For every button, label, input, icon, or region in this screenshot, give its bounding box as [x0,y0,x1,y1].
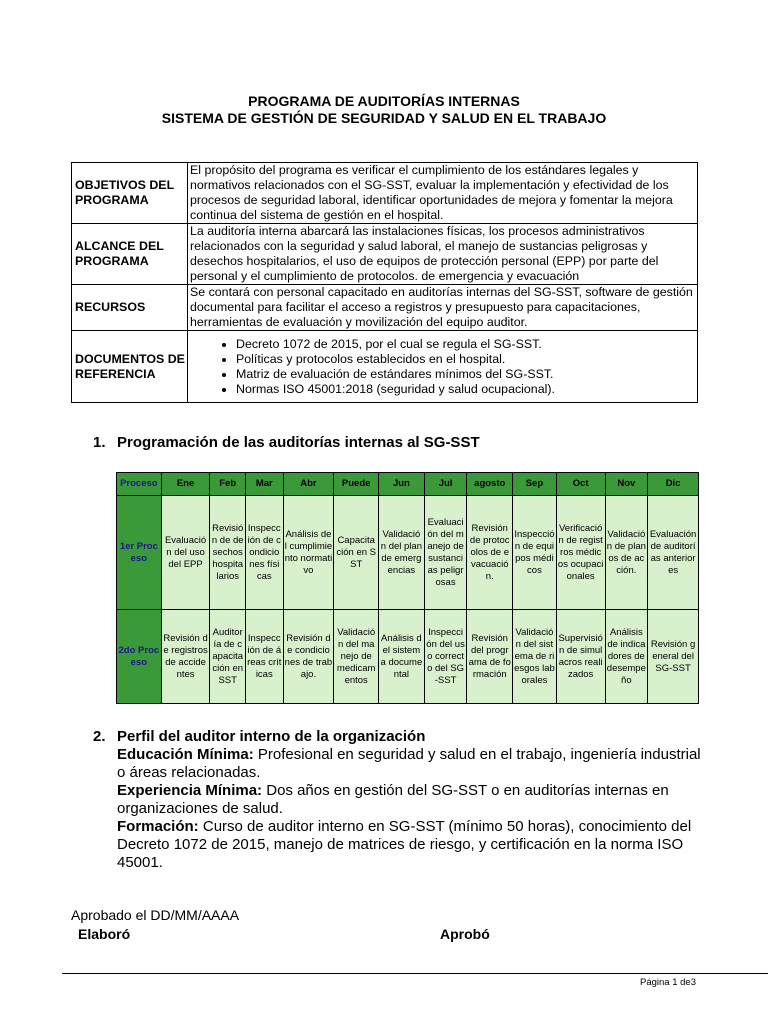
elaboro-label: Elaboró [78,926,131,942]
schedule-cell: Análisis del cumplimiento normativo [283,496,334,610]
schedule-cell: Auditoría de capacitación en SST [210,610,246,704]
educacion-paragraph [93,746,713,782]
experiencia-paragraph [93,782,713,818]
page-number: Página 1 de3 [640,977,696,988]
documento-item: • Normas ISO 45001:2018 (seguridad y salud ocupacional). [236,382,695,397]
documento-item: • Políticas y protocolos establecidos en el hospital. [236,352,695,367]
recursos-text: Se contará con personal capacitado en auditorías internas del SG-SST, software de gestión documental para facilitar el acceso a registros y presupuesto para capacitaciones, herramientas de evaluación y movilización del equipo auditor. [188,285,698,331]
objetivos-label: OBJETIVOS DEL PROGRAMA [72,163,188,224]
schedule-cell: Validación de planos de acción. [605,496,648,610]
schedule-cell: Revisión de protocolos de evacuación. [467,496,513,610]
schedule-cell: Revisión de desechos hospitalarios [210,496,246,610]
schedule-cell: Validación del plan de emergencias [379,496,425,610]
experiencia-label: Experiencia Mínima: [117,782,263,799]
schedule-cell: Supervisión de simulacros realizados [556,610,605,704]
documentos-label: DOCUMENTOS DE REFERENCIA [72,331,188,403]
documento-item: • Decreto 1072 de 2015, por el cual se regula el SG-SST. [236,337,695,352]
aprobo-label: Aprobó [440,926,490,942]
formacion-text: Curso de auditor interno en SG-SST (mínimo 50 horas), conocimiento del Decreto 1072 de 2015, manejo de matrices de riesgo, y certificación en la norma ISO 45001. [117,818,692,871]
schedule-header-proceso: Proceso [117,473,162,496]
schedule-cell: Validación del manejo de medicamentos [334,610,379,704]
schedule-cell: Evaluación del uso del EPP [161,496,210,610]
objetivos-text: El propósito del programa es verificar el cumplimiento de los estándares legales y normativos relacionados con el SG-SST, evaluar la implementación y efectividad de los procesos de seguridad laboral, identificar oportunidades de mejora y fomentar la mejora continua del sistema de gestión en el hospital. [188,163,698,224]
schedule-cell: Revisión general del SG-SST [648,610,699,704]
schedule-header-month: Jun [379,473,425,496]
recursos-label: RECURSOS [72,285,188,331]
schedule-process-label: 2do Proceso [117,610,162,704]
schedule-cell: Inspección de áreas críticas [245,610,283,704]
schedule-cell: Inspección de equipos médicos [513,496,557,610]
schedule-cell: Capacitación en SST [334,496,379,610]
educacion-text: Profesional en seguridad y salud en el trabajo, ingeniería industrial o áreas relacionadas. [117,746,701,781]
schedule-header-month: Puede [334,473,379,496]
schedule-header-month: Ene [161,473,210,496]
educacion-label: Educación Mínima: [117,746,254,763]
documento-item: • Matriz de evaluación de estándares mínimos del SG-SST. [236,367,695,382]
schedule-header-month: Abr [283,473,334,496]
schedule-cell: Revisión del programa de formación [467,610,513,704]
schedule-row [117,610,699,704]
schedule-cell: Evaluación del manejo de sustancias peligrosas [424,496,467,610]
experiencia-text: Dos años en gestión del SG-SST o en auditorías internas en organizaciones de salud. [117,782,669,817]
section2-title: Perfil del auditor interno de la organización [117,728,426,745]
alcance-text: La auditoría interna abarcará las instalaciones físicas, los procesos administrativos relacionados con la seguridad y salud laboral, el manejo de sustancias peligrosas y desechos hospitalarios, el uso de equipos de protección personal (EPP) por parte del personal y el cumplimiento de protocolos. de emergencia y evacuación [188,224,698,285]
schedule-row [117,496,699,610]
alcance-label: ALCANCE DEL PROGRAMA [72,224,188,285]
schedule-header-month: agosto [467,473,513,496]
document-title: PROGRAMA DE AUDITORÍAS INTERNAS [248,93,520,109]
formacion-paragraph [93,818,713,872]
schedule-cell: Inspección del uso correcto del SG-SST [424,610,467,704]
schedule-header-month: Feb [210,473,246,496]
schedule-table [116,472,699,704]
schedule-header-month: Oct [556,473,605,496]
document-subtitle: SISTEMA DE GESTIÓN DE SEGURIDAD Y SALUD EN EL TRABAJO [161,110,607,126]
schedule-cell: Inspección de condiciones físicas [245,496,283,610]
schedule-cell: Validación del sistema de riesgos laborales [513,610,557,704]
schedule-header-month: Nov [605,473,648,496]
schedule-cell: Evaluación de auditorías anteriores [648,496,699,610]
section2 [93,728,713,872]
schedule-header-row [117,473,699,496]
section2-number: 2. [93,728,106,745]
formacion-label: Formación: [117,818,199,835]
schedule-cell: Análisis del sistema documental [379,610,425,704]
schedule-header-month: Dic [648,473,699,496]
schedule-header-month: Mar [245,473,283,496]
section1-heading [93,434,480,452]
schedule-header-month: Sep [513,473,557,496]
footer-divider [62,973,768,974]
section2-heading [93,728,713,746]
schedule-header-month: Jul [424,473,467,496]
section1-title: Programación de las auditorías internas al SG-SST [117,434,480,451]
program-info-table [71,162,698,403]
schedule-cell: Revisión de condiciones de trabajo. [283,610,334,704]
section1-number: 1. [93,434,106,451]
documentos-cell [188,331,698,403]
approval-date: Aprobado el DD/MM/AAAA [71,907,240,923]
schedule-cell: Análisis de indicadores de desempeño [605,610,648,704]
schedule-cell: Revisión de registros de accidentes [161,610,210,704]
schedule-process-label: 1er Proceso [117,496,162,610]
documentos-list [190,337,695,397]
schedule-cell: Verificación de registros médicos ocupacionales [556,496,605,610]
